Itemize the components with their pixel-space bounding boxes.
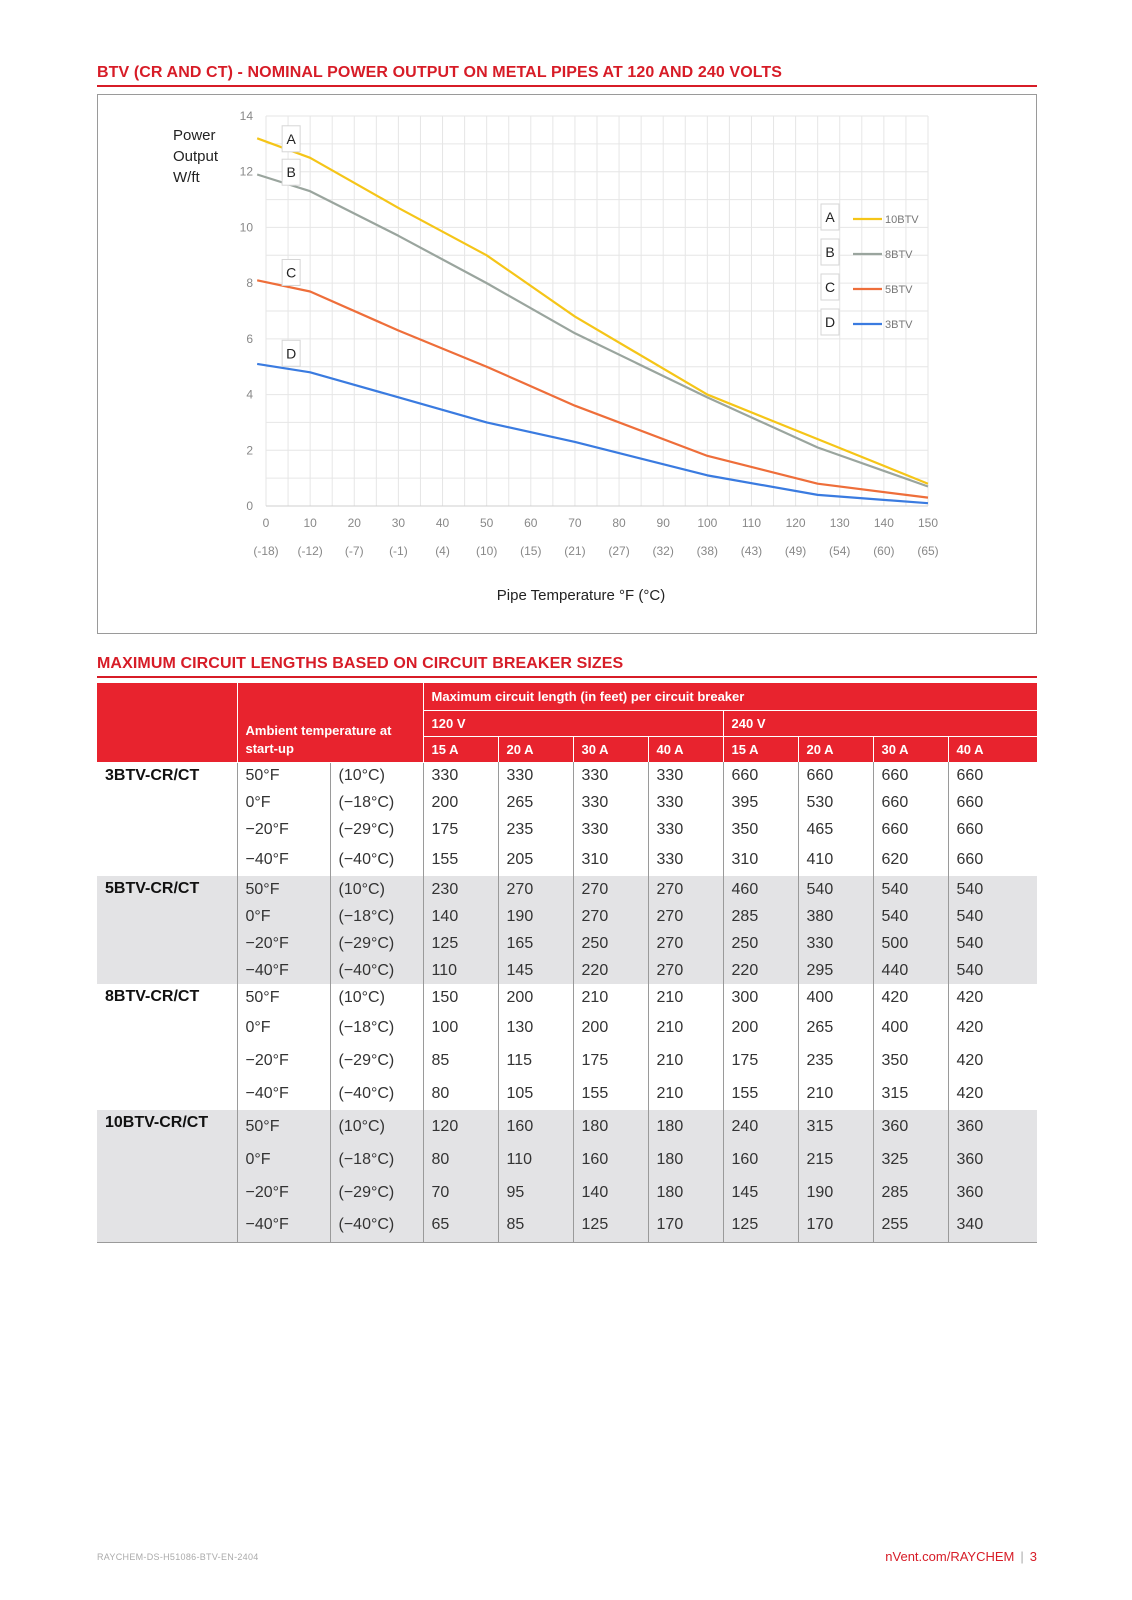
circuit-length-table (97, 683, 1037, 1243)
circuit-length-cell: 420 (873, 984, 948, 1011)
footer-site-link[interactable]: nVent.com/RAYCHEM (885, 1549, 1015, 1564)
series-line-3btv (257, 364, 928, 503)
circuit-length-cell: 155 (423, 843, 498, 876)
header-breaker: 40 A (948, 736, 1037, 762)
circuit-length-cell: 270 (498, 876, 573, 903)
y-tick-label: 4 (246, 387, 253, 402)
circuit-length-cell: 330 (573, 789, 648, 816)
footer-separator: | (1020, 1549, 1024, 1564)
circuit-length-cell: 160 (723, 1143, 798, 1176)
x-tick-label-c: (-7) (344, 544, 364, 558)
ambient-temp-c: (−40°C) (330, 843, 423, 876)
series-marker-letter: A (286, 130, 296, 147)
ambient-temp-f: 0°F (237, 789, 330, 816)
legend-marker-letter: C (824, 279, 836, 295)
x-tick-label-f: 80 (612, 516, 626, 530)
x-tick-label-c: (15) (520, 544, 542, 558)
ambient-temp-c: (10°C) (330, 984, 423, 1011)
table-row (97, 843, 1037, 876)
circuit-length-cell: 500 (873, 930, 948, 957)
ambient-temp-c: (10°C) (330, 762, 423, 789)
circuit-length-cell: 395 (723, 789, 798, 816)
x-tick-label-f: 90 (656, 516, 670, 530)
x-tick-label-f: 100 (697, 516, 718, 530)
x-tick-label-f: 0 (262, 516, 270, 530)
circuit-length-cell: 175 (423, 816, 498, 843)
ambient-temp-f: −20°F (237, 930, 330, 957)
circuit-length-cell: 255 (873, 1209, 948, 1242)
circuit-length-cell: 380 (798, 903, 873, 930)
circuit-length-cell: 400 (873, 1011, 948, 1044)
table-row (97, 930, 1037, 957)
circuit-length-cell: 130 (498, 1011, 573, 1044)
x-tick-label-f: 40 (435, 516, 450, 530)
ambient-temp-f: 50°F (237, 876, 330, 903)
circuit-length-cell: 65 (423, 1209, 498, 1242)
circuit-length-cell: 660 (873, 816, 948, 843)
y-tick-label: 2 (246, 443, 253, 458)
legend-marker-letter: B (825, 244, 835, 260)
x-tick-label-f: 50 (479, 516, 494, 530)
circuit-length-cell: 125 (423, 930, 498, 957)
y-tick-label: 14 (239, 109, 253, 123)
x-tick-label-c: (54) (829, 544, 851, 558)
ambient-temp-f: 0°F (237, 1143, 330, 1176)
circuit-length-cell: 140 (573, 1176, 648, 1209)
page-number: 3 (1029, 1549, 1037, 1564)
header-120v: 120 V (423, 710, 723, 736)
circuit-length-cell: 210 (573, 984, 648, 1011)
circuit-length-cell: 660 (948, 843, 1037, 876)
circuit-length-cell: 330 (648, 789, 723, 816)
ambient-temp-f: −20°F (237, 816, 330, 843)
circuit-length-cell: 660 (948, 789, 1037, 816)
circuit-length-cell: 420 (948, 1044, 1037, 1077)
circuit-length-cell: 85 (498, 1209, 573, 1242)
ambient-temp-c: (−29°C) (330, 1044, 423, 1077)
x-tick-label-c: (65) (917, 544, 939, 558)
circuit-length-cell: 540 (948, 957, 1037, 984)
header-breaker: 30 A (573, 736, 648, 762)
x-tick-label-f: 20 (347, 516, 361, 530)
table-row (97, 1110, 1037, 1143)
circuit-length-cell: 300 (723, 984, 798, 1011)
circuit-length-cell: 140 (423, 903, 498, 930)
circuit-length-cell: 465 (798, 816, 873, 843)
legend-label: 5BTV (885, 284, 913, 296)
circuit-length-cell: 360 (948, 1176, 1037, 1209)
series-marker-letter: B (286, 164, 296, 181)
ambient-temp-c: (−18°C) (330, 1011, 423, 1044)
circuit-length-cell: 180 (648, 1110, 723, 1143)
circuit-length-cell: 350 (723, 816, 798, 843)
circuit-length-cell: 145 (498, 957, 573, 984)
ambient-temp-f: −40°F (237, 843, 330, 876)
ambient-temp-f: 50°F (237, 984, 330, 1011)
legend-label: 8BTV (885, 249, 913, 261)
header-breaker: 30 A (873, 736, 948, 762)
ambient-temp-c: (−18°C) (330, 903, 423, 930)
circuit-length-cell: 540 (948, 903, 1037, 930)
circuit-length-cell: 200 (423, 789, 498, 816)
ambient-temp-c: (10°C) (330, 876, 423, 903)
circuit-length-cell: 270 (648, 957, 723, 984)
circuit-length-cell: 330 (573, 762, 648, 789)
ambient-temp-f: 50°F (237, 1110, 330, 1143)
x-tick-label-c: (27) (608, 544, 630, 558)
header-breaker: 20 A (498, 736, 573, 762)
x-tick-label-c: (43) (740, 544, 763, 558)
circuit-length-cell: 70 (423, 1176, 498, 1209)
ambient-temp-c: (10°C) (330, 1110, 423, 1143)
circuit-length-cell: 325 (873, 1143, 948, 1176)
circuit-length-cell: 660 (948, 816, 1037, 843)
circuit-length-cell: 315 (873, 1077, 948, 1110)
x-tick-label-c: (49) (784, 544, 807, 558)
circuit-length-cell: 160 (573, 1143, 648, 1176)
circuit-length-cell: 210 (648, 1044, 723, 1077)
x-tick-label-c: (38) (696, 544, 719, 558)
ambient-temp-f: −40°F (237, 1209, 330, 1242)
circuit-length-cell: 170 (798, 1209, 873, 1242)
circuit-length-cell: 220 (723, 957, 798, 984)
circuit-length-cell: 235 (798, 1044, 873, 1077)
circuit-length-cell: 270 (573, 903, 648, 930)
table-row (97, 1044, 1037, 1077)
circuit-length-cell: 295 (798, 957, 873, 984)
table-row (97, 876, 1037, 903)
y-tick-label: 8 (246, 276, 253, 291)
circuit-length-cell: 235 (498, 816, 573, 843)
circuit-length-cell: 420 (948, 1011, 1037, 1044)
circuit-length-cell: 190 (798, 1176, 873, 1209)
x-tick-label-f: 60 (524, 516, 538, 530)
power-output-chart (97, 94, 1037, 634)
legend-marker-letter: D (824, 314, 836, 330)
circuit-length-cell: 420 (948, 1077, 1037, 1110)
x-tick-label-c: (-18) (253, 544, 279, 558)
ambient-temp-f: 0°F (237, 903, 330, 930)
circuit-length-cell: 200 (498, 984, 573, 1011)
circuit-length-cell: 660 (948, 762, 1037, 789)
circuit-length-cell: 150 (423, 984, 498, 1011)
circuit-length-cell: 165 (498, 930, 573, 957)
circuit-length-cell: 200 (573, 1011, 648, 1044)
circuit-length-cell: 215 (798, 1143, 873, 1176)
ambient-temp-c: (−29°C) (330, 816, 423, 843)
circuit-length-cell: 310 (573, 843, 648, 876)
circuit-length-cell: 210 (648, 1011, 723, 1044)
circuit-length-cell: 330 (648, 816, 723, 843)
table-row (97, 1143, 1037, 1176)
circuit-length-cell: 120 (423, 1110, 498, 1143)
header-max-length: Maximum circuit length (in feet) per circuit breaker (423, 683, 1037, 710)
product-name: 3BTV-CR/CT (97, 762, 237, 876)
x-tick-label-c: (4) (435, 544, 450, 558)
ambient-temp-c: (−18°C) (330, 1143, 423, 1176)
table-row (97, 762, 1037, 789)
header-ambient: Ambient temperature at start-up (237, 683, 423, 762)
circuit-length-cell: 360 (873, 1110, 948, 1143)
circuit-length-cell: 400 (798, 984, 873, 1011)
circuit-length-cell: 110 (498, 1143, 573, 1176)
circuit-length-cell: 250 (573, 930, 648, 957)
x-tick-label-f: 110 (741, 516, 762, 530)
circuit-length-cell: 175 (573, 1044, 648, 1077)
y-tick-label: 10 (239, 220, 253, 235)
circuit-length-cell: 420 (948, 984, 1037, 1011)
circuit-length-cell: 125 (723, 1209, 798, 1242)
circuit-length-cell: 330 (648, 762, 723, 789)
circuit-length-cell: 540 (873, 876, 948, 903)
circuit-length-cell: 220 (573, 957, 648, 984)
y-axis-label: W/ft (173, 169, 200, 186)
legend-label: 3BTV (885, 319, 913, 331)
circuit-length-cell: 180 (648, 1176, 723, 1209)
ambient-temp-c: (−29°C) (330, 930, 423, 957)
ambient-temp-f: −20°F (237, 1176, 330, 1209)
circuit-length-cell: 530 (798, 789, 873, 816)
ambient-temp-f: −40°F (237, 1077, 330, 1110)
circuit-length-cell: 105 (498, 1077, 573, 1110)
circuit-length-cell: 330 (573, 816, 648, 843)
circuit-length-cell: 100 (423, 1011, 498, 1044)
circuit-length-cell: 115 (498, 1044, 573, 1077)
circuit-length-cell: 155 (723, 1077, 798, 1110)
header-breaker: 15 A (423, 736, 498, 762)
header-240v: 240 V (723, 710, 1037, 736)
table-row (97, 957, 1037, 984)
x-tick-label-f: 70 (568, 516, 582, 530)
circuit-length-cell: 270 (573, 876, 648, 903)
x-tick-label-f: 150 (917, 516, 939, 530)
circuit-length-cell: 210 (648, 984, 723, 1011)
x-tick-label-c: (21) (564, 544, 586, 558)
circuit-length-cell: 660 (723, 762, 798, 789)
table-row (97, 1011, 1037, 1044)
y-tick-label: 0 (246, 499, 253, 513)
circuit-length-cell: 145 (723, 1176, 798, 1209)
circuit-length-cell: 330 (648, 843, 723, 876)
series-marker-letter: C (286, 264, 297, 281)
ambient-temp-c: (−29°C) (330, 1176, 423, 1209)
circuit-length-cell: 540 (948, 876, 1037, 903)
circuit-length-cell: 80 (423, 1077, 498, 1110)
circuit-length-cell: 360 (948, 1143, 1037, 1176)
x-axis-label: Pipe Temperature °F (°C) (496, 587, 666, 604)
circuit-length-cell: 350 (873, 1044, 948, 1077)
circuit-length-cell: 110 (423, 957, 498, 984)
circuit-length-cell: 285 (723, 903, 798, 930)
circuit-length-cell: 330 (798, 930, 873, 957)
y-axis-label: Power (173, 127, 216, 144)
table-section-title: MAXIMUM CIRCUIT LENGTHS BASED ON CIRCUIT BREAKER SIZES (97, 655, 1037, 678)
x-tick-label-c: (60) (873, 544, 895, 558)
table-row (97, 1176, 1037, 1209)
ambient-temp-c: (−40°C) (330, 1077, 423, 1110)
ambient-temp-f: 0°F (237, 1011, 330, 1044)
table-row (97, 1077, 1037, 1110)
circuit-length-cell: 95 (498, 1176, 573, 1209)
header-breaker: 40 A (648, 736, 723, 762)
circuit-length-cell: 265 (498, 789, 573, 816)
circuit-length-cell: 210 (798, 1077, 873, 1110)
ambient-temp-f: −40°F (237, 957, 330, 984)
x-tick-label-f: 140 (873, 516, 894, 530)
circuit-length-cell: 270 (648, 930, 723, 957)
circuit-length-cell: 315 (798, 1110, 873, 1143)
footer-site (885, 1549, 1037, 1564)
circuit-length-cell: 155 (573, 1077, 648, 1110)
circuit-length-cell: 210 (648, 1077, 723, 1110)
circuit-length-cell: 360 (948, 1110, 1037, 1143)
legend-marker-letter: A (825, 209, 835, 225)
circuit-length-cell: 190 (498, 903, 573, 930)
legend-label: 10BTV (885, 214, 919, 226)
header-corner (97, 683, 237, 762)
product-name: 8BTV-CR/CT (97, 984, 237, 1110)
circuit-length-cell: 180 (648, 1143, 723, 1176)
y-axis-label: Output (173, 148, 219, 165)
circuit-length-cell: 270 (648, 903, 723, 930)
ambient-temp-f: 50°F (237, 762, 330, 789)
circuit-length-cell: 540 (873, 903, 948, 930)
x-tick-label-f: 120 (785, 516, 806, 530)
circuit-length-cell: 660 (798, 762, 873, 789)
series-marker-letter: D (286, 345, 297, 362)
table-row (97, 1209, 1037, 1242)
circuit-length-cell: 200 (723, 1011, 798, 1044)
product-name: 5BTV-CR/CT (97, 876, 237, 984)
ambient-temp-c: (−40°C) (330, 1209, 423, 1242)
circuit-length-cell: 440 (873, 957, 948, 984)
circuit-length-cell: 125 (573, 1209, 648, 1242)
x-tick-label-f: 10 (303, 516, 317, 530)
circuit-length-cell: 460 (723, 876, 798, 903)
circuit-length-cell: 660 (873, 762, 948, 789)
x-tick-label-c: (-1) (389, 544, 408, 558)
circuit-length-cell: 330 (423, 762, 498, 789)
ambient-temp-c: (−40°C) (330, 957, 423, 984)
circuit-length-cell: 340 (948, 1209, 1037, 1242)
x-tick-label-c: (32) (652, 544, 674, 558)
table-row (97, 816, 1037, 843)
x-tick-label-f: 30 (391, 516, 406, 530)
ambient-temp-c: (−18°C) (330, 789, 423, 816)
circuit-length-cell: 620 (873, 843, 948, 876)
x-tick-label-c: (-12) (297, 544, 323, 558)
circuit-length-cell: 540 (798, 876, 873, 903)
circuit-length-cell: 540 (948, 930, 1037, 957)
ambient-temp-f: −20°F (237, 1044, 330, 1077)
y-tick-label: 6 (246, 331, 253, 346)
header-breaker: 15 A (723, 736, 798, 762)
chart-section-title: BTV (CR AND CT) - NOMINAL POWER OUTPUT ON METAL PIPES AT 120 AND 240 VOLTS (97, 64, 1037, 87)
circuit-length-cell: 250 (723, 930, 798, 957)
circuit-length-cell: 160 (498, 1110, 573, 1143)
circuit-length-table-wrap (97, 683, 1037, 1243)
circuit-length-cell: 175 (723, 1044, 798, 1077)
circuit-length-cell: 205 (498, 843, 573, 876)
y-tick-label: 12 (239, 164, 253, 179)
product-name: 10BTV-CR/CT (97, 1110, 237, 1242)
table-row (97, 789, 1037, 816)
x-tick-label-c: (10) (475, 544, 498, 558)
circuit-length-cell: 80 (423, 1143, 498, 1176)
table-row (97, 903, 1037, 930)
circuit-length-cell: 330 (498, 762, 573, 789)
header-breaker: 20 A (798, 736, 873, 762)
chart-svg (98, 95, 1038, 635)
circuit-length-cell: 410 (798, 843, 873, 876)
circuit-length-cell: 310 (723, 843, 798, 876)
circuit-length-cell: 265 (798, 1011, 873, 1044)
circuit-length-cell: 285 (873, 1176, 948, 1209)
table-row (97, 984, 1037, 1011)
footer-doc-code: RAYCHEM-DS-H51086-BTV-EN-2404 (97, 1552, 259, 1562)
circuit-length-cell: 180 (573, 1110, 648, 1143)
circuit-length-cell: 230 (423, 876, 498, 903)
circuit-length-cell: 660 (873, 789, 948, 816)
x-tick-label-f: 130 (829, 516, 850, 530)
circuit-length-cell: 85 (423, 1044, 498, 1077)
circuit-length-cell: 170 (648, 1209, 723, 1242)
circuit-length-cell: 240 (723, 1110, 798, 1143)
circuit-length-cell: 270 (648, 876, 723, 903)
